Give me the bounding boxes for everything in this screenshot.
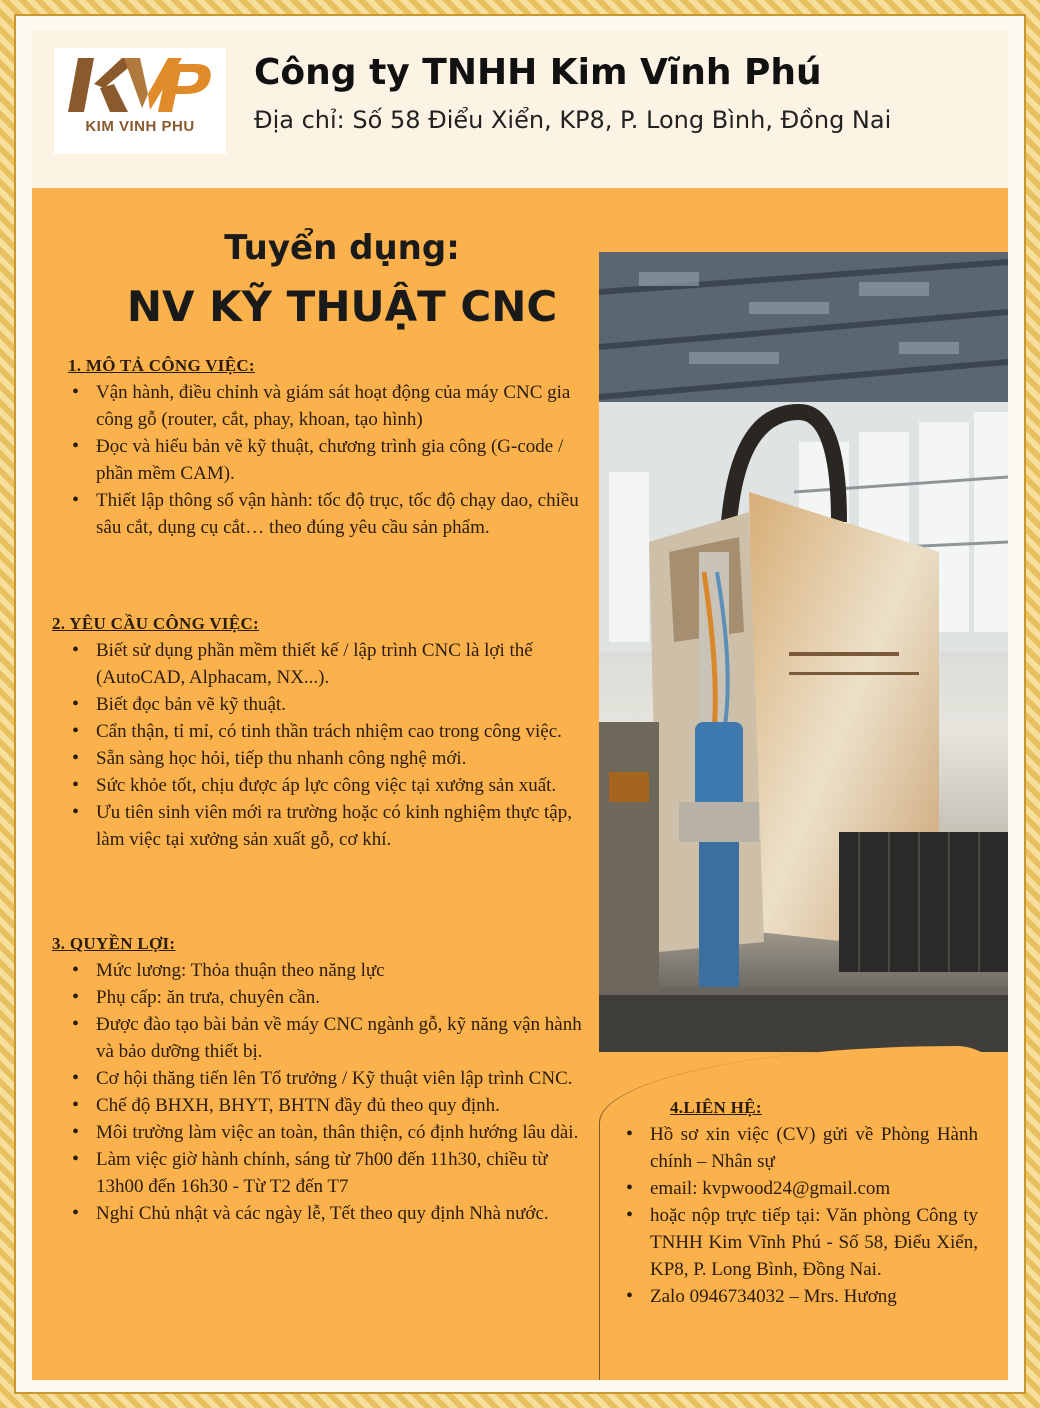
cnc-machine-illustration-icon xyxy=(599,252,1008,1052)
description-list xyxy=(62,379,602,541)
job-title: NV KỸ THUẬT CNC xyxy=(126,282,558,331)
list-item: • Sẵn sàng học hỏi, tiếp thu nhanh công nghệ mới. xyxy=(62,745,602,772)
section-contact xyxy=(616,1094,978,1310)
list-item: • Cơ hội thăng tiến lên Tổ trưởng / Kỹ thuật viên lập trình CNC. xyxy=(62,1065,582,1092)
list-item: • Hồ sơ xin việc (CV) gửi về Phòng Hành chính – Nhân sự xyxy=(616,1121,978,1175)
section-heading: 2. YÊU CẦU CÔNG VIỆC: xyxy=(52,614,260,633)
logo-text: KIM VINH PHU xyxy=(85,118,195,135)
list-item: • Thiết lập thông số vận hành: tốc độ trục, tốc độ chạy dao, chiều sâu cắt, dụng cụ cắt… theo đúng yêu cầu sản phẩm. xyxy=(62,487,602,541)
cnc-machine-photo xyxy=(599,252,1008,1052)
list-item: • Vận hành, điều chỉnh và giám sát hoạt động của máy CNC gia công gỗ (router, cắt, phay, khoan, tạo hình) xyxy=(62,379,602,433)
list-item: • Ưu tiên sinh viên mới ra trường hoặc có kinh nghiệm thực tập, làm việc tại xưởng sản xuất gỗ, cơ khí. xyxy=(62,799,602,853)
list-item: • Nghỉ Chủ nhật và các ngày lễ, Tết theo quy định Nhà nước. xyxy=(62,1200,582,1227)
list-item: • Đọc và hiểu bản vẽ kỹ thuật, chương trình gia công (G-code / phần mềm CAM). xyxy=(62,433,602,487)
list-item: • Mức lương: Thỏa thuận theo năng lực xyxy=(62,957,582,984)
list-item: • Biết đọc bản vẽ kỹ thuật. xyxy=(62,691,602,718)
section-heading: 1. MÔ TẢ CÔNG VIỆC: xyxy=(68,356,255,375)
company-name: Công ty TNHH Kim Vĩnh Phú xyxy=(254,52,822,93)
kvp-logo-icon xyxy=(64,54,216,116)
list-item: • Môi trường làm việc an toàn, thân thiện, có định hướng lâu dài. xyxy=(62,1119,582,1146)
section-benefits xyxy=(52,930,582,1227)
list-item: • Biết sử dụng phần mềm thiết kế / lập trình CNC là lợi thế (AutoCAD, Alphacam, NX...). xyxy=(62,637,602,691)
requirements-list xyxy=(52,637,602,853)
section-heading: 3. QUYỀN LỢI: xyxy=(52,934,176,953)
contact-email[interactable]: • email: kvpwood24@gmail.com xyxy=(616,1175,978,1202)
list-item: • Chế độ BHXH, BHYT, BHTN đầy đủ theo quy định. xyxy=(62,1092,582,1119)
list-item: • Phụ cấp: ăn trưa, chuyên cần. xyxy=(62,984,582,1011)
list-item: • Cẩn thận, tỉ mỉ, có tinh thần trách nhiệm cao trong công việc. xyxy=(62,718,602,745)
list-item: • Được đào tạo bài bản về máy CNC ngành gỗ, kỹ năng vận hành và bảo dưỡng thiết bị. xyxy=(62,1011,582,1065)
list-item: • hoặc nộp trực tiếp tại: Văn phòng Công ty TNHH Kim Vĩnh Phú - Số 58, Điểu Xiển, KP8, P. Long Bình, Đồng Nai. xyxy=(616,1202,978,1283)
recruit-label: Tuyển dụng: xyxy=(224,228,460,268)
list-item: • Sức khỏe tốt, chịu được áp lực công việc tại xưởng sản xuất. xyxy=(62,772,602,799)
section-heading: 4.LIÊN HỆ: xyxy=(670,1098,762,1117)
contact-zalo[interactable]: • Zalo 0946734032 – Mrs. Hương xyxy=(616,1283,978,1310)
company-header xyxy=(32,30,1008,188)
company-address: Địa chỉ: Số 58 Điểu Xiển, KP8, P. Long Bình, Đồng Nai xyxy=(254,106,892,134)
section-job-requirements xyxy=(52,610,602,853)
job-poster xyxy=(32,30,1008,1380)
list-item: • Làm việc giờ hành chính, sáng từ 7h00 đến 11h30, chiều từ 13h00 đến 16h30 - Từ T2 đến T7 xyxy=(62,1146,582,1200)
section-job-description xyxy=(62,352,602,541)
company-logo xyxy=(54,48,226,154)
benefits-list xyxy=(52,957,582,1227)
contact-list xyxy=(616,1121,978,1310)
